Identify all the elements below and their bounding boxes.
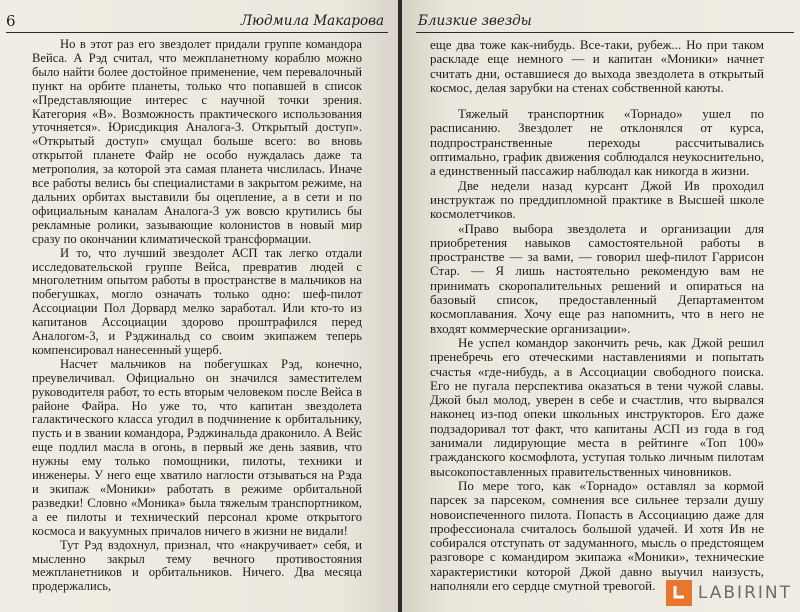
paragraph: Насчет мальчиков на побегушках Рэд, конечно, преувеличивал. Официально он значился заместителем руководителя работ, то есть вторым человеком после Вейса в районе Файра. Но уже то, что капитан звездолета галактического класса угодил в подчинение к орбитальнику, пусть и в звании командора, Рэджинальда дрaконило. А Вейс еще подлил масла в огонь, в первый же день заявив, что нужны ему только помощники, пилоты, техники и инженеры. У него еще хватило наглости отзываться на Рэда и экипаж «Моники» работать в режиме орбитальной разведки! Словно «Моника» была тяжелым транспортником, а ее пилоты и технический персонал кроме открытого космоса и вакуумных причалов ничего в жизни не видали! — [32, 356, 362, 538]
right-page — [402, 0, 800, 612]
paragraph: И то, что лучший звездолет АСП так легко отдали исследовательской группе Вейса, превратив людей с многолетним опытом работы в пространстве в мальчиков на побегушках, могло означать только одно: шеф-пилот Ассоциации Пол Дорвард мелко заработал. Или кто-то из капитанов Ассоциации здорово проштрафился перед Аналогом-3, и Рэджинальд со своим экипажем теперь компенсировал нанесенный ущерб. — [32, 245, 362, 357]
paragraph: «Право выбора звездолета и организации для приобретения навыков самостоятельной работы в пространстве — за вами, — говорил шеф-пилот Гаррисон Стар. — Я лишь настоятельно рекомендую вам не принимать скоропалительных решений и опираться на базовый список, предоставленный Департаментом космоплавания. Хочу еще раз напомнить, что в него не входят коммерческие организации». — [430, 220, 764, 336]
page-number: 6 — [6, 12, 16, 30]
paragraph: Тяжелый транспортник «Торнадо» ушел по расписанию. Звездолет не отклонялся от курса, подпространственные переходы рассчитывались оптимально, график движения соблюдался неукоснительно, а единственный пассажир наблюдал как никогда в жизни. — [430, 106, 764, 179]
watermark-text: LABIRINT — [697, 583, 792, 603]
labirint-logo-icon — [666, 580, 692, 606]
right-running-header — [416, 10, 794, 33]
paragraph: Но в этот раз его звездолет придали группе командора Вейса. А Рэд считал, что межпланетному кораблю можно было найти более достойное применение, чем перевалочный пункт на орбите планеты, только что попавшей в список «Представляющие интерес с научной точки зрения. Категория «В». Возможность практического использования уточняется». Юрисдикция Аналога-3. Открытый доступ». «Открытый доступ» смущал больше всего: во вновь открытой планете Файр не особо нуждалась даже та метрополия, за которой эта самая планета числилась. Иначе все работы велись бы специалистами в закрытом режиме, на дальних орбитах выставили бы оцепление, а в сети и по официальным каналам Аналога-3 уж вовсю крутились бы рекламные ролики, зазывающие колонистов в новый мир сразу по окончании климатической трансформации. — [32, 37, 362, 246]
paragraph: еще два тоже как-нибудь. Все-таки, рубеж... Но при таком раскладе еще немного — и капитан «Моники» начнет считать дни, оставшиеся до выхода звездолета в открытый космос, делая зарубки на стенах собственной каюты. — [430, 37, 764, 95]
paragraph: Две недели назад курсант Джой Ив проходил инструктаж по преддипломной практике в Высшей школе космолетчиков. — [430, 177, 764, 222]
paragraph: Тут Рэд вздохнул, признал, что «накручивает» себя, и мысленно закрыл тему вечного противостояния межпланетников и орбитальников. Ничего. Два месяца продержались, — [32, 537, 362, 594]
running-head-author: Людмила Макарова — [240, 13, 384, 29]
left-body-text — [32, 38, 362, 594]
paragraph: Не успел командор закончить речь, как Джой решил пренебречь его отеческими наставлениями и попытать счастья «где-нибудь, а в Ассоциации свободного поиска. Его не пугала перспектива оказаться в тени чужой славы. Джой был молод, уверен в себе и счастлив, что вырвался наконец из-под опеки школьных инструкторов. Его даже подзадоривал тот факт, что капитаны АСП из года в год занимали лидирующие места в рейтинге «Топ 100» гражданского космофлота, уступая только личным пилотам высокопоставленных правительственных чиновников. — [430, 334, 764, 479]
running-head-title: Близкие звезды — [418, 13, 532, 29]
left-running-header — [6, 10, 388, 33]
watermark — [666, 580, 792, 606]
paragraph: По мере того, как «Торнадо» оставлял за кормой парсек за парсеком, сомнения все сильнее терзали душу новоиспеченного пилота. Попасть в Ассоциацию даже для профессионала считалось большой удачей. И хотя Ив не собирался отступать от задуманного, мысль о предстоящем разговоре с командиром экипажа «Моники», технические характеристики которой Джой давно выучил наизусть, наполняли его сердце смутной тревогой. — [430, 477, 764, 593]
right-body-text — [430, 38, 764, 593]
left-page — [0, 0, 398, 612]
